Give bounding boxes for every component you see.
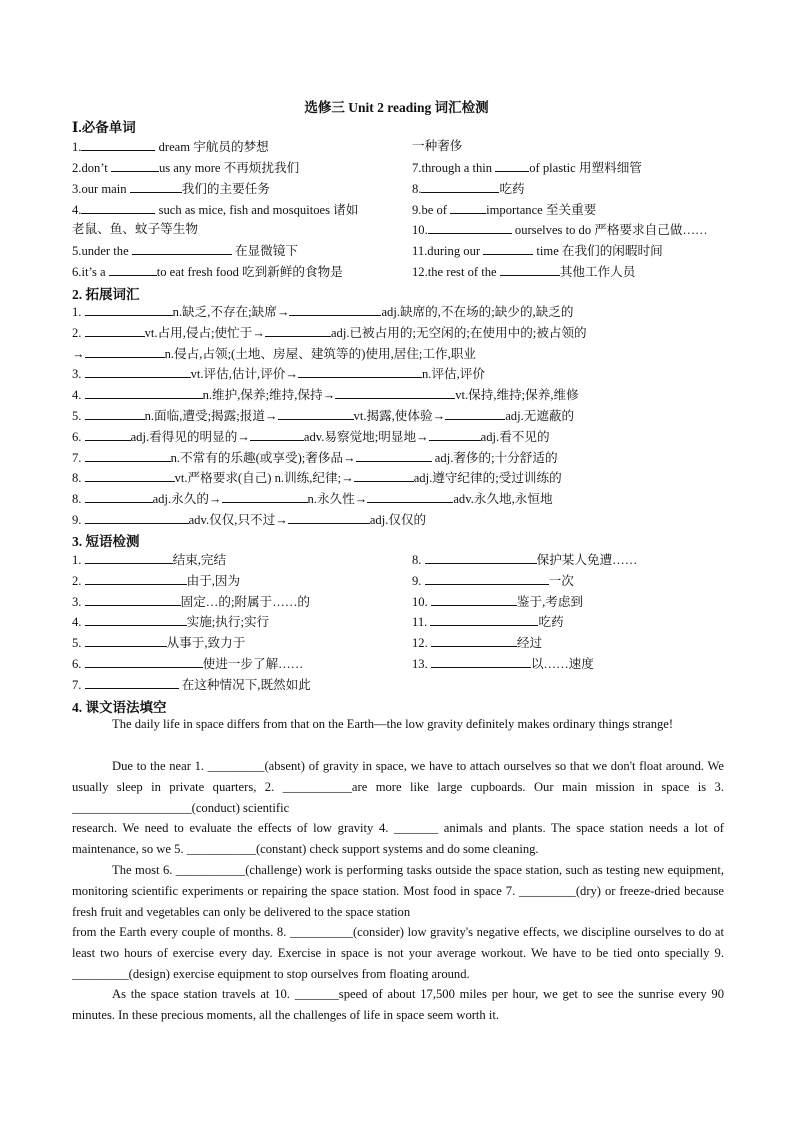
phrase-item bbox=[72, 571, 240, 590]
answer-blank[interactable] bbox=[81, 137, 155, 151]
answer-blank[interactable] bbox=[500, 262, 560, 276]
vocab-item bbox=[72, 220, 198, 238]
answer-blank[interactable] bbox=[429, 427, 481, 441]
answer-blank[interactable] bbox=[250, 427, 304, 441]
vocab-item bbox=[412, 241, 663, 260]
word-family-item bbox=[72, 489, 553, 508]
item-text: vt.严格要求(自己) n.训练,纪律;→ bbox=[174, 471, 354, 486]
item-text: 3. bbox=[72, 367, 85, 382]
answer-blank[interactable] bbox=[445, 406, 505, 420]
item-text: adj.看得见的明显的→ bbox=[130, 429, 250, 444]
item-text: n.永久性→ bbox=[307, 492, 368, 507]
item-text: n.侵占,占领;(土地、房屋、建筑等的)使用,居住;工作,职业 bbox=[164, 346, 476, 361]
item-prefix: 2. bbox=[72, 573, 85, 588]
item-text: adv.易察觉地;明显地→ bbox=[303, 429, 429, 444]
vocab-item bbox=[412, 262, 635, 281]
item-prefix: 7.through a thin bbox=[412, 161, 496, 175]
item-text: adj.已被占用的;无空闲的;在使用中的;被占领的 bbox=[330, 325, 587, 340]
item-text: vt.评估,估计,评价→ bbox=[190, 367, 298, 382]
answer-blank[interactable] bbox=[298, 364, 422, 378]
answer-blank[interactable] bbox=[130, 179, 182, 193]
item-text: 8. bbox=[72, 492, 85, 507]
answer-blank[interactable] bbox=[425, 550, 537, 564]
answer-blank[interactable] bbox=[85, 489, 153, 503]
answer-blank[interactable] bbox=[289, 302, 381, 316]
phrase-item bbox=[72, 654, 303, 673]
answer-blank[interactable] bbox=[132, 241, 232, 255]
answer-blank[interactable] bbox=[85, 675, 179, 689]
item-text: 在这种情况下,既然如此 bbox=[178, 677, 311, 692]
item-text: adj.永久的→ bbox=[152, 492, 222, 507]
item-text: → bbox=[72, 346, 85, 361]
item-prefix: 3. bbox=[72, 594, 85, 609]
answer-blank[interactable] bbox=[85, 592, 181, 606]
answer-blank[interactable] bbox=[335, 385, 455, 399]
item-prefix: 6.it’s a bbox=[72, 265, 109, 279]
item-prefix: 9. bbox=[412, 573, 425, 588]
item-text: adj.无遮蔽的 bbox=[505, 409, 575, 423]
item-text: 固定…的;附属于……的 bbox=[180, 594, 311, 609]
item-text: time 在我们的闲暇时间 bbox=[533, 244, 663, 258]
answer-blank[interactable] bbox=[425, 571, 549, 585]
answer-blank[interactable] bbox=[483, 241, 533, 255]
item-text: 我们的主要任务 bbox=[181, 182, 270, 196]
answer-blank[interactable] bbox=[85, 468, 175, 482]
section-4-heading: 4. 课文语法填空 bbox=[72, 700, 167, 715]
word-family-item bbox=[72, 323, 587, 342]
item-prefix: 12. bbox=[412, 636, 431, 651]
phrase-item bbox=[412, 633, 542, 652]
word-family-item bbox=[72, 302, 574, 321]
word-family-item bbox=[72, 468, 562, 487]
answer-blank[interactable] bbox=[85, 612, 187, 626]
answer-blank[interactable] bbox=[428, 220, 512, 234]
item-prefix: 8. bbox=[412, 553, 425, 567]
item-text: 1. bbox=[72, 305, 85, 319]
phrase-item bbox=[412, 654, 594, 673]
answer-blank[interactable] bbox=[85, 633, 167, 647]
item-text: 9. bbox=[72, 513, 85, 527]
item-text: adj.看不见的 bbox=[480, 429, 550, 444]
answer-blank[interactable] bbox=[421, 179, 499, 193]
vocab-item bbox=[412, 220, 708, 239]
item-prefix: 5.under the bbox=[72, 244, 132, 258]
answer-blank[interactable] bbox=[85, 571, 187, 585]
word-family-item bbox=[72, 344, 476, 363]
word-family-item bbox=[72, 510, 426, 529]
answer-blank[interactable] bbox=[222, 489, 308, 503]
item-text: adv.仅仅,只不过→ bbox=[188, 513, 288, 527]
item-text: to eat fresh food 吃到新鲜的食物是 bbox=[156, 265, 343, 279]
phrase-item bbox=[72, 633, 245, 652]
item-text: 从事于,致力于 bbox=[166, 636, 246, 651]
vocab-item bbox=[72, 179, 270, 198]
vocab-item bbox=[72, 137, 269, 156]
page-title: 选修三 Unit 2 reading 词汇检测 bbox=[304, 100, 489, 115]
answer-blank[interactable] bbox=[278, 406, 354, 420]
item-prefix: 4. bbox=[72, 203, 82, 217]
item-text: 其他工作人员 bbox=[559, 265, 636, 279]
vocab-item bbox=[72, 262, 343, 281]
answer-blank[interactable] bbox=[495, 158, 529, 172]
word-family-item bbox=[72, 385, 579, 404]
item-text: adj.遵守纪律的;受过训练的 bbox=[413, 471, 562, 486]
word-family-item bbox=[72, 364, 485, 383]
passage-paragraph-3: research. We need to evaluate the effects of low gravity 4. _______ animals and plants. The space station needs a lot of maintenance, so we 5. ___________(constant) check support systems and do some cleaning. bbox=[72, 821, 724, 856]
answer-blank[interactable] bbox=[85, 427, 131, 441]
item-text: 吃药 bbox=[499, 182, 525, 196]
item-prefix: 7. bbox=[72, 677, 85, 692]
item-prefix: 12.the rest of the bbox=[412, 265, 500, 279]
item-text: 鉴于,考虑到 bbox=[516, 594, 584, 609]
item-text: n.面临,遭受;揭露;报道→ bbox=[144, 409, 278, 423]
phrase-item bbox=[72, 612, 269, 631]
item-prefix: 8. bbox=[412, 182, 422, 196]
item-prefix: 11.during our bbox=[412, 244, 484, 258]
passage-paragraph-4: The most 6. ___________(challenge) work is performing tasks outside the space station, such as testing new equipment, monitoring scientific experiments or repairing the space station. Most food in space 7. _________(dry) or freeze-dried because fresh fruit and vegetables can only be delivered to the space station bbox=[72, 863, 724, 919]
item-text: 5. bbox=[72, 409, 85, 423]
item-text: vt.保持,维持;保养,维修 bbox=[455, 388, 579, 403]
item-text: 一次 bbox=[548, 573, 574, 588]
item-text: us any more 不再烦扰我们 bbox=[158, 161, 300, 175]
item-prefix: 5. bbox=[72, 636, 85, 651]
item-text: 保护某人免遭…… bbox=[536, 553, 638, 567]
vocab-item bbox=[412, 137, 462, 155]
answer-blank[interactable] bbox=[367, 489, 453, 503]
word-family-item bbox=[72, 448, 558, 467]
item-text: importance 至关重要 bbox=[486, 203, 597, 217]
item-text: 在显微镜下 bbox=[231, 244, 298, 258]
item-prefix: 1. bbox=[72, 140, 82, 154]
word-family-item bbox=[72, 427, 550, 446]
item-text: 以……速度 bbox=[530, 657, 594, 671]
item-prefix: 老鼠、鱼、蚊子等生物 bbox=[72, 222, 198, 236]
item-text: ourselves to do 严格要求自己做…… bbox=[511, 223, 708, 237]
item-text: 2. bbox=[72, 325, 85, 340]
item-prefix: 1. bbox=[72, 553, 85, 567]
item-prefix: 4. bbox=[72, 615, 85, 630]
answer-blank[interactable] bbox=[354, 468, 414, 482]
phrase-item bbox=[412, 592, 583, 611]
vocab-item bbox=[72, 200, 358, 219]
passage-paragraph-2: Due to the near 1. _________(absent) of gravity in space, we have to attach ourselves so that we don't float around. We usually sleep in private quarters, 2. ___________are more like large cupboards. Our main mission in space is 3. ___________________(conduct) scientific bbox=[72, 759, 724, 815]
item-prefix: 6. bbox=[72, 657, 85, 671]
vocab-item bbox=[412, 200, 596, 219]
item-text: adj.缺席的,不在场的;缺少的,缺乏的 bbox=[381, 305, 574, 319]
answer-blank[interactable] bbox=[109, 262, 157, 276]
item-text: vt.揭露,使体验→ bbox=[353, 409, 446, 423]
item-text: 结束,完结 bbox=[172, 553, 227, 567]
phrase-item bbox=[72, 592, 310, 611]
item-prefix: 10. bbox=[412, 594, 431, 609]
answer-blank[interactable] bbox=[265, 323, 331, 337]
item-prefix: 10. bbox=[412, 223, 428, 237]
item-text: 8. bbox=[72, 471, 85, 486]
item-text: 使进一步了解…… bbox=[202, 657, 304, 671]
phrase-item bbox=[72, 675, 311, 694]
item-prefix: 一种奢侈 bbox=[412, 139, 463, 153]
item-text: such as mice, fish and mosquitoes 诸如 bbox=[155, 203, 359, 217]
item-text: 由于,因为 bbox=[186, 573, 241, 588]
section-3-heading: 3. 短语检测 bbox=[72, 534, 140, 549]
answer-blank[interactable] bbox=[288, 510, 370, 524]
item-prefix: 2.don’t bbox=[72, 161, 111, 175]
answer-blank[interactable] bbox=[85, 510, 189, 524]
answer-blank[interactable] bbox=[85, 323, 145, 337]
vocab-item bbox=[412, 179, 525, 198]
item-prefix: 3.our main bbox=[72, 182, 130, 196]
item-prefix: 9.be of bbox=[412, 203, 451, 217]
phrase-item bbox=[412, 571, 574, 590]
answer-blank[interactable] bbox=[430, 612, 538, 626]
item-text: n.评估,评价 bbox=[422, 367, 485, 382]
item-text: adj.仅仅的 bbox=[369, 513, 427, 527]
item-text: n.维护,保养;维持,保持→ bbox=[202, 388, 336, 403]
passage-paragraph-1: The daily life in space differs from that on the Earth—the low gravity definitely makes ordinary things strange! bbox=[112, 717, 674, 731]
word-family-item bbox=[72, 406, 574, 425]
answer-blank[interactable] bbox=[85, 654, 203, 668]
item-text: 实施;执行;实行 bbox=[186, 615, 270, 630]
item-text: n.缺乏,不存在;缺席→ bbox=[172, 305, 290, 319]
answer-blank[interactable] bbox=[356, 448, 432, 462]
answer-blank[interactable] bbox=[431, 654, 531, 668]
item-text: 4. bbox=[72, 388, 85, 403]
item-text: 吃药 bbox=[538, 615, 564, 630]
item-text: 7. bbox=[72, 450, 85, 465]
answer-blank[interactable] bbox=[85, 406, 145, 420]
section-1-heading: Ⅰ.必备单词 bbox=[72, 120, 136, 135]
item-text: adv.永久地,永恒地 bbox=[453, 492, 553, 507]
item-text: adj.奢侈的;十分舒适的 bbox=[431, 450, 558, 465]
answer-blank[interactable] bbox=[85, 448, 171, 462]
answer-blank[interactable] bbox=[85, 364, 191, 378]
answer-blank[interactable] bbox=[450, 200, 486, 214]
answer-blank[interactable] bbox=[111, 158, 159, 172]
answer-blank[interactable] bbox=[431, 592, 517, 606]
answer-blank[interactable] bbox=[85, 302, 173, 316]
item-text: of plastic 用塑料细管 bbox=[529, 161, 642, 175]
item-prefix: 13. bbox=[412, 657, 431, 671]
vocab-item bbox=[72, 158, 299, 177]
passage-paragraph-5: from the Earth every couple of months. 8. __________(consider) low gravity's negative effects, we discipline ourselves to do at least two hours of exercise every day. Exercise in space is not your average workout. We have to be tied onto specially 9. _________(design) exercise equipment to stop ourselves from floating around. bbox=[72, 925, 724, 981]
item-text: 经过 bbox=[516, 636, 543, 651]
vocab-item bbox=[412, 158, 642, 177]
item-prefix: 11. bbox=[412, 615, 431, 630]
section-2-heading: 2. 拓展词汇 bbox=[72, 287, 140, 302]
item-text: vt.占用,侵占;使忙于→ bbox=[144, 325, 265, 340]
answer-blank[interactable] bbox=[81, 200, 155, 214]
phrase-item bbox=[72, 550, 226, 569]
item-text: 6. bbox=[72, 429, 85, 444]
answer-blank[interactable] bbox=[85, 385, 203, 399]
item-text: n.不常有的乐趣(或享受);奢侈品→ bbox=[170, 450, 356, 465]
answer-blank[interactable] bbox=[85, 550, 173, 564]
answer-blank[interactable] bbox=[431, 633, 517, 647]
passage-paragraph-6: As the space station travels at 10. _______speed of about 17,500 miles per hour, we get to see the sunrise every 90 minutes. In these precious moments, all the challenges of life in space seem worth it. bbox=[72, 987, 724, 1022]
vocab-item bbox=[72, 241, 298, 260]
answer-blank[interactable] bbox=[85, 344, 165, 358]
phrase-item bbox=[412, 612, 564, 631]
item-text: dream 宇航员的梦想 bbox=[155, 140, 269, 154]
phrase-item bbox=[412, 550, 637, 569]
